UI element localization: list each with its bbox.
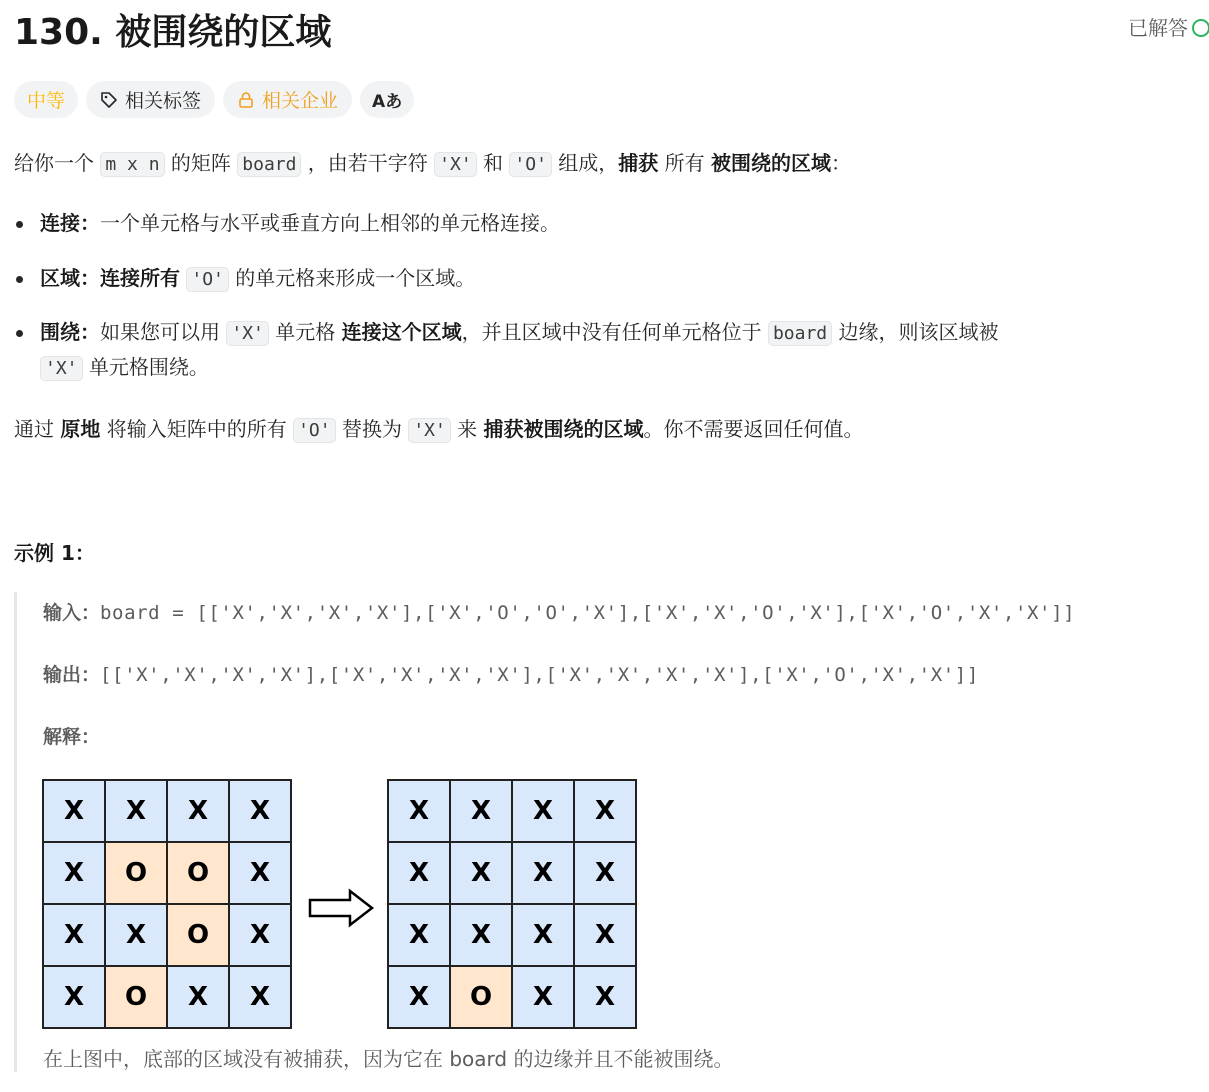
example-output <box>43 660 979 687</box>
text: 如果您可以用 <box>100 320 227 344</box>
board-cell: X <box>388 966 450 1028</box>
inline-code: 'O' <box>293 418 336 443</box>
text: 边缘，则该区域被 <box>832 320 999 344</box>
board-cell: X <box>229 966 291 1028</box>
bold-text: 被围绕的区域 <box>711 151 831 175</box>
text: 来 <box>450 417 484 441</box>
bullet-region <box>40 263 475 295</box>
bold-text: 捕获被围绕的区域 <box>483 417 644 441</box>
example-caption: 在上图中，底部的区域没有被捕获，因为它在 board 的边缘并且不能被围绕。 <box>43 1047 734 1071</box>
related-companies-button[interactable] <box>223 81 352 118</box>
bullet-connect <box>40 208 560 238</box>
board-before-image <box>42 779 292 1029</box>
bold-text: 区域：连接所有 <box>40 266 180 290</box>
text: ，并且区域中没有任何单元格位于 <box>461 320 768 344</box>
inline-code: board <box>237 152 301 177</box>
board-cell: X <box>229 904 291 966</box>
example-title: 示例 1： <box>14 541 95 565</box>
board-after-image <box>387 779 637 1029</box>
difficulty-badge[interactable]: 中等 <box>14 81 78 118</box>
board-cell: X <box>512 842 574 904</box>
board-cell: X <box>105 780 167 842</box>
example-input <box>43 598 1075 625</box>
related-companies-label: 相关企业 <box>262 90 339 112</box>
board-cell: X <box>43 966 105 1028</box>
board-cell: X <box>450 904 512 966</box>
board-cell: X <box>105 904 167 966</box>
board-cell: X <box>167 780 229 842</box>
inline-code: m x n <box>100 152 164 177</box>
bold-text: 连接： <box>40 211 100 235</box>
solved-check-icon <box>1192 19 1209 37</box>
output-label: 输出： <box>43 664 101 686</box>
inline-code: 'O' <box>186 267 229 292</box>
text: 替换为 <box>335 417 409 441</box>
explain-label: 解释： <box>43 726 101 748</box>
inline-code: board <box>768 321 832 346</box>
bold-text: 围绕： <box>40 320 100 344</box>
tag-row <box>14 81 414 118</box>
input-value: board = [['X','X','X','X'],['X','O','O','X'],['X','X','O','X'],['X','O','X','X']] <box>100 602 1076 624</box>
translate-button[interactable] <box>360 81 414 118</box>
board-cell: X <box>574 842 636 904</box>
board-cell: X <box>574 780 636 842</box>
text: 组成， <box>551 151 619 175</box>
inline-code: 'X' <box>408 418 451 443</box>
related-tags-button[interactable] <box>86 81 215 118</box>
solved-label: 已解答 <box>1128 16 1188 40</box>
input-label: 输入： <box>43 602 101 624</box>
text: 和 <box>476 151 510 175</box>
text: 。你不需要返回任何值。 <box>643 417 864 441</box>
board-cell: X <box>450 842 512 904</box>
board-cell: X <box>167 966 229 1028</box>
text: 一个单元格与水平或垂直方向上相邻的单元格连接。 <box>100 211 560 235</box>
board-cell: O <box>105 842 167 904</box>
board-cell: X <box>512 904 574 966</box>
bullet-dot <box>16 330 23 337</box>
page-title: 130. 被围绕的区域 <box>14 12 332 53</box>
output-value: [['X','X','X','X'],['X','X','X','X'],['X','X','X','X'],['X','O','X','X']] <box>100 664 979 686</box>
board-cell: O <box>450 966 512 1028</box>
text: 通过 <box>14 417 61 441</box>
text: 的单元格来形成一个区域。 <box>228 266 476 290</box>
example-explain <box>43 722 100 749</box>
board-cell: X <box>388 904 450 966</box>
bullet-surround-line1 <box>40 317 999 349</box>
board-cell: O <box>105 966 167 1028</box>
bold-text: 原地 <box>60 417 101 441</box>
tag-icon <box>100 91 118 109</box>
task-paragraph <box>14 414 864 446</box>
example-border <box>14 592 17 1072</box>
related-tags-label: 相关标签 <box>125 90 202 112</box>
text: 的矩阵 <box>164 151 238 175</box>
text: 单元格 <box>268 320 342 344</box>
bold-text: 捕获 <box>618 151 659 175</box>
board-cell: X <box>512 780 574 842</box>
inline-code: 'X' <box>226 321 269 346</box>
board-cell: X <box>388 842 450 904</box>
inline-code: 'X' <box>434 152 477 177</box>
inline-code: 'O' <box>509 152 552 177</box>
board-cell: X <box>43 780 105 842</box>
text: 单元格围绕。 <box>82 355 209 379</box>
bullet-dot <box>16 221 23 228</box>
intro-paragraph <box>14 148 851 180</box>
inline-code: 'X' <box>40 356 83 381</box>
arrow-right-icon <box>308 888 376 928</box>
solved-status <box>1128 12 1209 41</box>
text: 所有 <box>658 151 711 175</box>
board-cell: X <box>229 780 291 842</box>
board-cell: O <box>167 904 229 966</box>
board-cell: X <box>43 904 105 966</box>
text: ，由若干字符 <box>301 151 435 175</box>
text: 将输入矩阵中的所有 <box>100 417 294 441</box>
board-cell: X <box>574 966 636 1028</box>
text: 给你一个 <box>14 151 101 175</box>
board-cell: X <box>43 842 105 904</box>
board-cell: X <box>229 842 291 904</box>
bullet-dot <box>16 276 23 283</box>
board-cell: X <box>450 780 512 842</box>
board-cell: X <box>512 966 574 1028</box>
bold-text: 连接这个区域 <box>341 320 462 344</box>
lock-icon <box>237 91 255 109</box>
bullet-surround-line2 <box>40 352 209 384</box>
board-cell: O <box>167 842 229 904</box>
board-cell: X <box>574 904 636 966</box>
board-cell: X <box>388 780 450 842</box>
translate-icon: Aあ <box>372 92 403 112</box>
text: ： <box>831 151 851 175</box>
